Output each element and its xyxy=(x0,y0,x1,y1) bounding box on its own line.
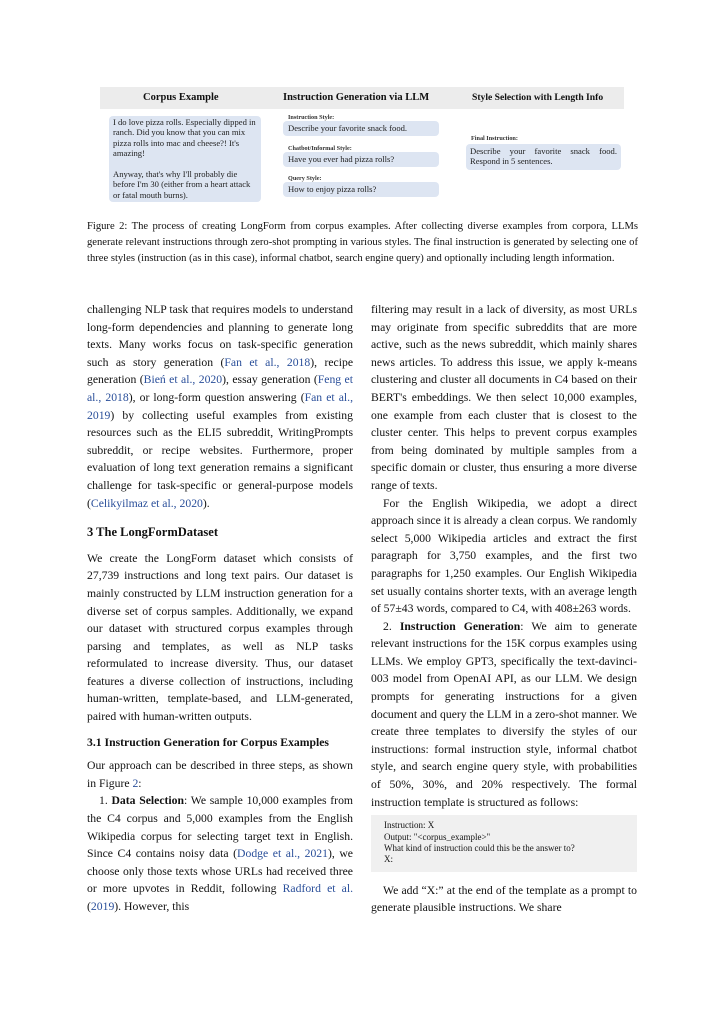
instruction-style-box: Describe your favorite snack food. xyxy=(283,121,439,136)
paragraph: We add “X:” at the end of the template as a prompt to generate plausible instructions. We share xyxy=(371,883,637,915)
paragraph: 1. Data Selection: We sample 10,000 examples from the C4 corpus and 5,000 examples from the English Wikipedia corpus for selecting target text in English. Since C4 contains noisy data (Dodge et al., 2021), we choose only those texts whose URLs had received three or more upvotes in Reddit, following Radford et al. (2019). However, this xyxy=(87,794,354,913)
citation-link[interactable]: Dodge et al., 2021 xyxy=(237,847,328,861)
citation-link[interactable]: Fan et al., 2019 xyxy=(87,390,353,422)
query-style-box: How to enjoy pizza rolls? xyxy=(283,182,439,197)
code-line: Output: "<corpus_example>" xyxy=(384,831,491,842)
right-column xyxy=(371,301,637,917)
code-line: X: xyxy=(384,854,393,865)
figure-link[interactable]: 2 xyxy=(132,776,139,790)
paragraph: For the English Wikipedia, we adopt a direct approach since it is already a clean corpus. We randomly select 5,000 Wikipedia articles and extract the first paragraph for 3,750 examples, and the first two paragraphs for 1,250 examples. Our English Wikipedia set usually contains shorter texts, with an average length of 57±43 words, compared to C4, with 408±263 words. xyxy=(371,496,637,616)
instruction-style-label: Instruction Style: xyxy=(288,114,335,121)
citation-link[interactable]: 2019 xyxy=(90,900,115,913)
citation-link[interactable]: Feng et al., 2018 xyxy=(87,373,353,404)
query-style-label: Query Style: xyxy=(288,175,322,182)
citation-link[interactable]: Radford et al. xyxy=(282,882,354,896)
header-style-selection: Style Selection with Length Info xyxy=(472,92,604,103)
final-instruction-label: Final Instruction: xyxy=(471,135,518,142)
chatbot-style-box: Have you ever had pizza rolls? xyxy=(283,152,439,167)
header-instruction-generation: Instruction Generation via LLM xyxy=(283,92,430,103)
corpus-example-box: I do love pizza rolls. Especially dipped in ranch. Did you know that you can mix pizza rolls into mac and cheese?! It's amazing! Anyway, that's why I'll probably die before I'm 30 (either from a heart attack or fatal mouth burns). xyxy=(109,116,261,202)
header-corpus-example: Corpus Example xyxy=(143,92,219,103)
citation-link[interactable]: Celikyilmaz et al., 2020 xyxy=(90,496,203,510)
code-line: Instruction: X xyxy=(384,820,435,831)
paragraph: filtering may result in a lack of diversity, as most URLs may originate from specific subreddits that are more active, such as the news subreddit, which mainly shares news articles. To address this issue, we apply k-means clustering and cluster all documents in C4 based on their BERT's embeddings. We then select 10,000 examples, one example from each cluster that is closest to the cluster center. This helps to prevent corpus examples from being dominated by multiple samples from a specific domain or cluster, thus ensuring a more diverse range of texts. xyxy=(371,303,637,492)
figure-header-bar xyxy=(100,87,624,109)
citation-link[interactable]: Fan et al., 2018 xyxy=(224,355,311,369)
figure-2 xyxy=(100,87,624,207)
citation-link[interactable]: Bień et al., 2020 xyxy=(143,373,223,387)
chatbot-style-label: Chatbot/Informal Style: xyxy=(288,145,352,152)
final-instruction-box: Describe your favorite snack food. Respond in 5 sentences. xyxy=(466,144,621,170)
paragraph: challenging NLP task that requires models to understand long-form dependencies and planning to generate long texts. Many works focus on task-specific generation such as story generation (Fan et al., 2018), recipe generation (Bień et al., 2020), essay generation (Feng et al., 2018), or long-form question answering (Fan et al., 2019) by collecting useful examples from existing resources such as the ELI5 subreddit, WritingPrompts subreddit, or recipe websites. Furthermore, proper evaluation of long text generation remains a significant challenge for task-specific or general-purpose models (Celikyilmaz et al., 2020). xyxy=(87,303,354,510)
subsection-heading: 3.1 Instruction Generation for Corpus Examples xyxy=(87,735,329,749)
code-line: What kind of instruction could this be the answer to? xyxy=(384,843,575,854)
section-heading: 3 The LongFormDataset xyxy=(87,525,219,540)
left-column xyxy=(87,301,353,916)
paragraph: Our approach can be described in three steps, as shown in Figure 2: xyxy=(87,759,353,790)
prompt-template-block xyxy=(371,815,637,872)
figure-caption: Figure 2: The process of creating LongForm from corpus examples. After collecting diverse examples from corpora, LLMs generate relevant instructions through zero-shot prompting in various styles. The final instruction is generated by selecting one of three styles (instruction (as in this case), informal chatbot, search engine query) and optionally including length information. xyxy=(87,221,638,264)
paragraph: We create the LongForm dataset which consists of 27,739 instructions and long text pairs. Our dataset is mainly constructed by LLM instruction generation for a diverse set of corpus samples. Additionally, we expand our dataset with structured corpus examples through parsing and templates, as well as NLP tasks reformulated to increase diversity. Thus, our dataset features a diverse collection of instructions, including human-written, template-based, and LLM-generated, paired with human-written outputs. xyxy=(87,551,353,724)
paragraph: 2. Instruction Generation: We aim to generate relevant instructions for the 15K corpus examples using LLMs. We employ GPT3, specifically the text-davinci-003 model from OpenAI API, as our LLM. We design prompts for generating instructions for a given document and query the LLM in a zero-shot manner. We create three templates to diversify the styles of our instructions: formal instruction style, informal chatbot style, and search engine query style, with probabilities of 50%, 30%, and 20% respectively. The formal instruction template is structured as follows: xyxy=(371,619,638,809)
